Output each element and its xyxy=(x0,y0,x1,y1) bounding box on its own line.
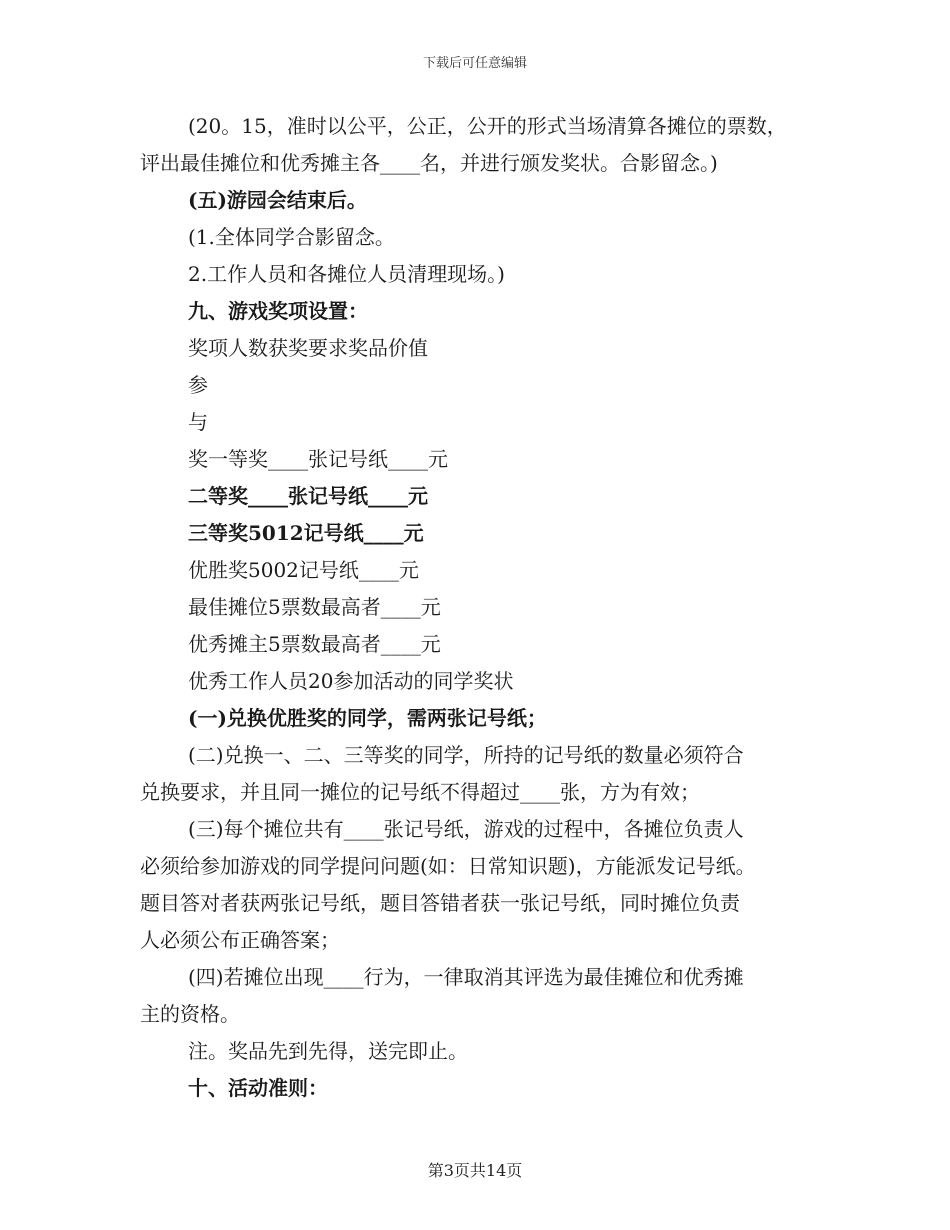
text-line: (一)兑换优胜奖的同学，需两张记号纸； xyxy=(188,706,547,730)
text-line: (三)每个摊位共有____张记号纸，游戏的过程中，各摊位负责人 xyxy=(188,817,744,841)
text-line: 九、游戏奖项设置： xyxy=(188,299,368,323)
text-line: 必须给参加游戏的同学提问问题(如：日常知识题)，方能派发记号纸。 xyxy=(140,854,756,878)
text-line: 人必须公布正确答案； xyxy=(140,928,340,952)
page-header: 下载后可任意编辑 xyxy=(422,56,527,71)
page-footer: 第3页共14页 xyxy=(427,1161,523,1180)
document-body xyxy=(140,108,820,1107)
text-line: 优胜奖5002记号纸____元 xyxy=(188,558,419,582)
text-line: 奖一等奖____张记号纸____元 xyxy=(188,447,448,471)
text-line: 注。奖品先到先得，送完即止。 xyxy=(188,1039,468,1063)
text-line: 优秀工作人员20参加活动的同学奖状 xyxy=(188,669,514,693)
text-line: (20。15，准时以公平，公正，公开的形式当场清算各摊位的票数， xyxy=(188,114,787,138)
text-line: (二)兑换一、二、三等奖的同学，所持的记号纸的数量必须符合 xyxy=(188,743,744,767)
text-line: 参 xyxy=(188,373,208,397)
text-line: 最佳摊位5票数最高者____元 xyxy=(188,595,441,619)
text-line: 与 xyxy=(188,410,208,434)
text-line: 评出最佳摊位和优秀摊主各____名，并进行颁发奖状。合影留念。) xyxy=(140,151,718,175)
text-line: 十、活动准则： xyxy=(188,1076,328,1100)
text-line: (五)游园会结束后。 xyxy=(188,188,367,212)
text-line: 三等奖5012记号纸____元 xyxy=(188,521,424,545)
text-line: 主的资格。 xyxy=(140,1002,240,1026)
text-line: 二等奖____张记号纸____元 xyxy=(188,484,428,508)
text-line: (四)若摊位出现____行为，一律取消其评选为最佳摊位和优秀摊 xyxy=(188,965,744,989)
text-line: 兑换要求，并且同一摊位的记号纸不得超过____张，方为有效； xyxy=(140,780,700,804)
text-line: 优秀摊主5票数最高者____元 xyxy=(188,632,441,656)
text-line: 奖项人数获奖要求奖品价值 xyxy=(188,336,428,360)
text-line: 2.工作人员和各摊位人员清理现场。) xyxy=(188,262,505,286)
text-line: 题目答对者获两张记号纸，题目答错者获一张记号纸，同时摊位负责 xyxy=(140,891,740,915)
text-line: (1.全体同学合影留念。 xyxy=(188,225,395,249)
